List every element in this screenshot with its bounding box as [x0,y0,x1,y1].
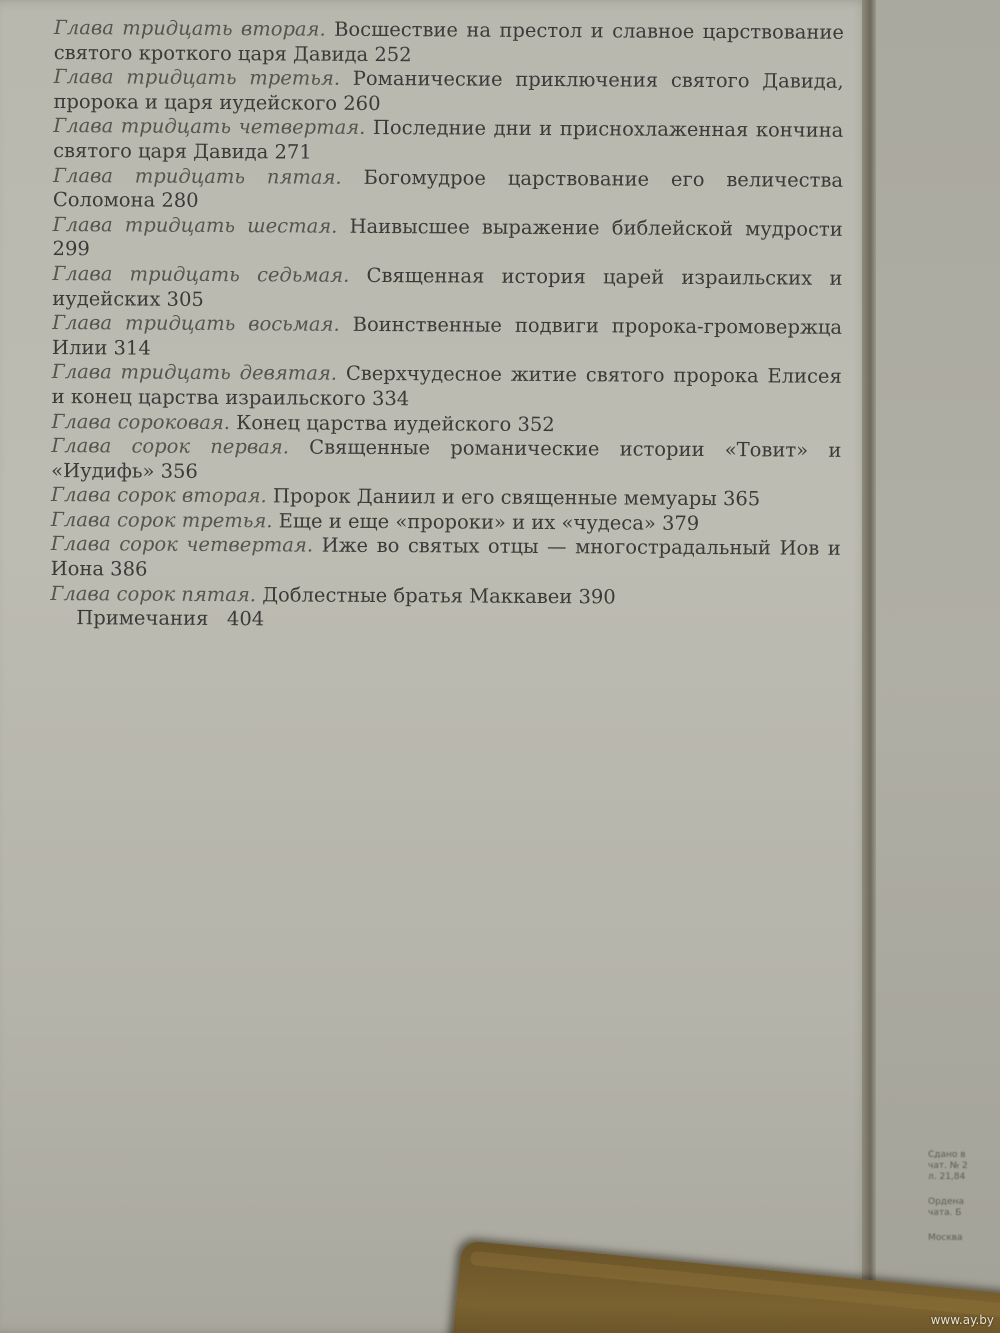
page-number: 252 [374,42,412,66]
page-number: 334 [371,386,410,411]
page-number: 356 [160,459,198,483]
page-number: 299 [52,237,90,261]
chapter-label: Глава сорок третья. [50,507,273,533]
toc-entry [52,360,842,414]
chapter-label: Глава тридцать третья. [53,65,341,90]
chapter-title: Доблестные братья Маккавеи [262,582,573,608]
imprint-line: Москва [928,1233,963,1243]
page-number: 365 [722,487,761,511]
toc-entry [52,311,842,365]
chapter-label: Глава тридцать восьмая. [52,311,340,336]
chapter-label: Глава сорок пятая. [50,581,257,606]
chapter-label: Глава сорок вторая. [51,483,267,508]
chapter-title: Пророк Даниил и его священные мемуары [272,484,717,511]
chapter-label: Глава тридцать девятая. [51,360,338,386]
chapter-title: Наивысшее выражение библейской мудрости [349,214,843,241]
watermark: www.ay.by [930,1313,994,1327]
imprint-line: Сдано в [928,1150,966,1160]
imprint-line: л. 21,84 [928,1172,966,1182]
chapter-title: Иже во святых отцы — многострадальный Иов и Иона [50,534,841,581]
chapter-title: Последние дни и приснохлаженная кончина святого царя Давида [53,116,844,164]
chapter-title: Конец царства иудейского [236,410,512,436]
imprint-text [928,1150,1000,1244]
toc-entry [53,114,843,168]
table-of-contents [50,16,844,636]
page-number: 352 [517,412,555,436]
chapter-title: Сверхчудесное житие святого пророка Елисея и конец царства израильского [51,362,842,410]
chapter-label: Глава тридцать шестая. [52,212,338,238]
chapter-title: Восшествие на престол и славное царствование святого кроткого царя Давида [53,17,845,66]
page-number: 280 [161,188,199,213]
chapter-title: Богомудрое царствование его величества Соломона [52,165,844,212]
toc-entry [52,213,842,267]
chapter-title: Романические приключения святого Давида, пророка и царя иудейского [53,67,844,115]
imprint-line: чата. Б [928,1208,962,1218]
page-gutter [862,0,876,1333]
page-number: 260 [343,91,381,115]
imprint-line: Ордена [928,1197,964,1207]
chapter-label: Глава сорок четвертая. [50,532,314,558]
page-number: 271 [274,140,312,164]
chapter-label: Глава сороковая. [51,409,231,434]
toc-entry [51,532,841,586]
chapter-title: Еще и еще «пророки» и их «чудеса» [278,509,656,535]
chapter-label: Глава тридцать вторая. [53,16,326,41]
chapter-label: Глава тридцать четвертая. [53,114,366,140]
toc-entry [54,16,844,70]
toc-entry [53,65,843,119]
notes-page-number: 404 [226,607,265,631]
toc-entry [53,164,843,218]
imprint-gap [928,1183,1000,1197]
right-page [876,0,1000,1333]
page-number: 305 [166,287,204,311]
imprint-gap [928,1219,1000,1233]
chapter-label: Глава сорок первая. [51,434,290,459]
page-number: 390 [578,584,616,609]
toc-entry [51,434,841,488]
imprint-line: чат. № 2 [928,1161,968,1171]
notes-label: Примечания [76,606,209,631]
page-number: 379 [661,511,700,535]
chapter-title: Священные романические истории «Товит» и «Иудифь» [51,435,842,483]
chapter-label: Глава тридцать седьмая. [52,261,350,287]
chapter-label: Глава тридцать пятая. [52,163,342,189]
toc-notes-entry [50,606,840,635]
page-number: 314 [113,336,151,360]
chapter-title: Воинственные подвиги пророка-громовержца Илии [51,312,843,360]
chapter-title: Священная история царей израильских и иудейских [52,263,843,311]
toc-entry [52,262,842,316]
page-number: 386 [110,557,148,581]
